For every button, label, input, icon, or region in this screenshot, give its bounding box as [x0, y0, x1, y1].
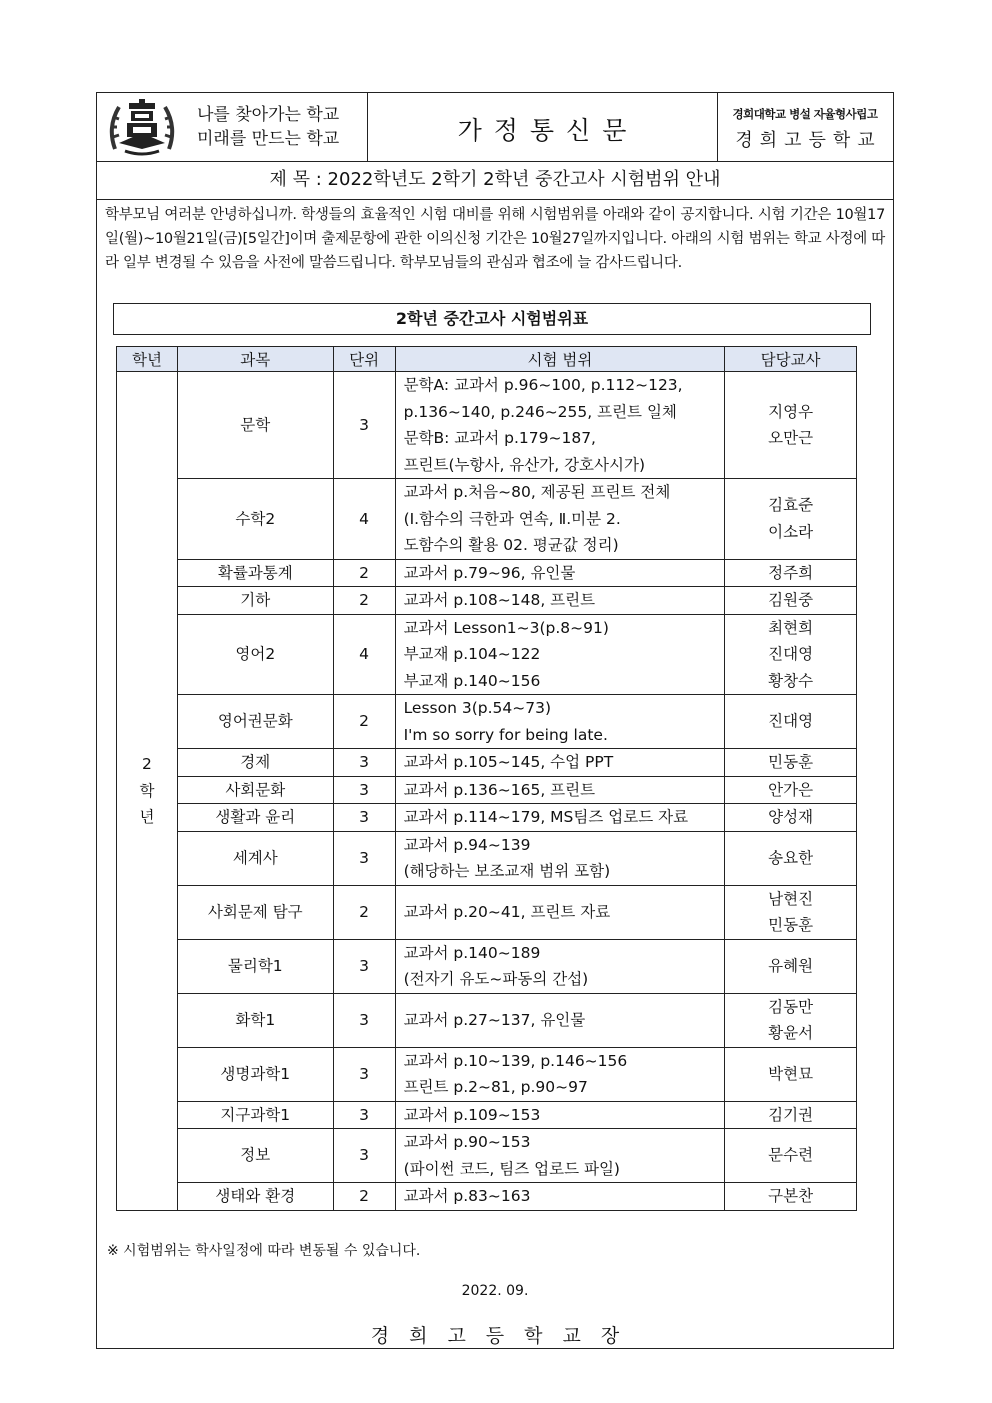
teacher-name: 구본찬	[768, 1187, 814, 1205]
range-line: (전자기 유도~파동의 간섭)	[403, 970, 589, 988]
teacher-name: 남현진	[768, 889, 814, 908]
intro-paragraph: 학부모님 여러분 안녕하십니까. 학생들의 효율적인 시험 대비를 위해 시험범위를 아래와 같이 공지합니다. 시험 기간은 10월17일(월)~10월21일(금)[5일간]이며 출제문항에 관한 이의신청 기간은 10월27일까지입니다. 아래의 시험 범위는 학교 사정에 따라 일부 변경될 수 있음을 사전에 말씀드립니다. 학부모님들의 관심과 협조에 늘 감사드립니다.	[105, 207, 885, 271]
units-cell: 2	[333, 695, 395, 749]
school-name: 경희고등학교	[735, 130, 882, 151]
range-line: 프린트(누항사, 유산가, 강호사시가)	[403, 455, 645, 474]
col-header-grade: 학년	[117, 347, 178, 372]
motto-line-2: 미래를 만드는 학교	[197, 129, 340, 149]
teacher-name: 황윤서	[768, 1024, 814, 1042]
range-line: 도함수의 활용 02. 평균값 정리)	[403, 536, 619, 554]
teacher-name: 김동만	[768, 997, 814, 1016]
range-cell	[395, 831, 725, 885]
range-cell	[395, 1129, 725, 1183]
units-cell: 3	[333, 939, 395, 993]
teacher-name: 지영우	[768, 402, 814, 421]
range-line: 교과서 p.109~153	[403, 1105, 541, 1124]
units-cell: 2	[333, 587, 395, 615]
range-line: 교과서 p.10~139, p.146~156	[403, 1051, 628, 1070]
teacher-name: 박현묘	[768, 1064, 814, 1083]
range-line: 문학A: 교과서 p.96~100, p.112~123,	[403, 376, 683, 394]
teacher-cell	[725, 587, 857, 615]
range-cell	[395, 372, 725, 479]
units-cell: 3	[333, 804, 395, 832]
table-row	[117, 695, 857, 749]
range-line: 교과서 p.105~145, 수업 PPT	[403, 753, 614, 771]
table-row	[117, 372, 857, 479]
teacher-name: 김효준	[768, 496, 814, 515]
range-line: (Ⅰ.함수의 극한과 연속, Ⅱ.미분 2.	[403, 509, 621, 528]
table-header-row	[117, 347, 857, 372]
exam-range-table	[116, 346, 857, 1211]
subject-cell: 생태와 환경	[177, 1183, 333, 1211]
teacher-cell	[725, 614, 857, 695]
table-row	[117, 1101, 857, 1129]
table-row	[117, 939, 857, 993]
range-line: 교과서 p.79~96, 유인물	[403, 563, 576, 582]
subject-cell: 지구과학1	[177, 1101, 333, 1129]
subject-cell: 경제	[177, 749, 333, 777]
table-row	[117, 559, 857, 587]
units-cell: 2	[333, 1183, 395, 1211]
range-cell	[395, 1101, 725, 1129]
range-cell	[395, 885, 725, 939]
table-row	[117, 587, 857, 615]
teacher-cell	[725, 1183, 857, 1211]
range-line: I'm so sorry for being late.	[403, 725, 608, 744]
table-row	[117, 776, 857, 804]
teacher-cell	[725, 831, 857, 885]
teacher-cell	[725, 993, 857, 1047]
teacher-name: 오만근	[768, 429, 814, 447]
units-cell: 3	[333, 776, 395, 804]
col-header-subject: 과목	[177, 347, 333, 372]
teacher-cell	[725, 372, 857, 479]
subject-cell: 정보	[177, 1129, 333, 1183]
subject-cell: 수학2	[177, 479, 333, 560]
range-line: 교과서 p.83~163	[403, 1187, 531, 1205]
teacher-cell	[725, 695, 857, 749]
range-line: Lesson 3(p.54~73)	[403, 699, 552, 717]
notice-subject: 제 목 : 2022학년도 2학기 2학년 중간고사 시험범위 안내	[97, 161, 893, 200]
range-line: (파이썬 코드, 팀즈 업로드 파일)	[403, 1159, 620, 1178]
range-cell	[395, 804, 725, 832]
range-line: 프린트 p.2~81, p.90~97	[403, 1078, 588, 1096]
document-title: 가정통신문	[457, 116, 639, 145]
teacher-name: 진대영	[768, 712, 814, 731]
range-cell	[395, 939, 725, 993]
teacher-cell	[725, 776, 857, 804]
header	[97, 93, 893, 162]
range-line: 교과서 p.136~165, 프린트	[403, 780, 596, 799]
table-body	[117, 372, 857, 1211]
header-logo-cell	[97, 93, 368, 161]
subject-cell: 영어2	[177, 614, 333, 695]
table-row	[117, 993, 857, 1047]
units-cell: 4	[333, 614, 395, 695]
table-row	[117, 1129, 857, 1183]
header-school-cell	[717, 93, 893, 161]
table-row	[117, 479, 857, 560]
teacher-name: 민동훈	[768, 753, 814, 771]
range-line: 문학B: 교과서 p.179~187,	[403, 429, 596, 447]
units-cell: 2	[333, 885, 395, 939]
range-line: 교과서 p.94~139	[403, 835, 531, 854]
table-row	[117, 614, 857, 695]
subject-cell: 화학1	[177, 993, 333, 1047]
table-row	[117, 1183, 857, 1211]
range-line: 교과서 p.108~148, 프린트	[403, 591, 596, 609]
units-cell: 3	[333, 1101, 395, 1129]
teacher-name: 김기권	[768, 1105, 814, 1124]
teacher-name: 최현희	[768, 618, 814, 637]
range-cell	[395, 479, 725, 560]
range-cell	[395, 776, 725, 804]
principal-signature: 경희고등학교장	[370, 1325, 640, 1347]
issue-date: 2022. 09.	[461, 1283, 529, 1299]
subject-cell: 영어권문화	[177, 695, 333, 749]
table-row	[117, 831, 857, 885]
range-cell	[395, 587, 725, 615]
range-line: 교과서 p.90~153	[403, 1133, 531, 1151]
teacher-cell	[725, 1129, 857, 1183]
units-cell: 4	[333, 479, 395, 560]
range-cell	[395, 1047, 725, 1101]
footnote: ※ 시험범위는 학사일정에 따라 변동될 수 있습니다.	[107, 1243, 421, 1259]
header-title-cell	[367, 93, 718, 161]
subject-cell: 기하	[177, 587, 333, 615]
teacher-name: 양성재	[768, 808, 814, 826]
table-row	[117, 885, 857, 939]
range-line: 교과서 Lesson1~3(p.8~91)	[403, 618, 609, 637]
range-cell	[395, 1183, 725, 1211]
teacher-name: 황창수	[768, 671, 814, 690]
grade-cell	[117, 372, 178, 1211]
range-line: 교과서 p.27~137, 유인물	[403, 1010, 586, 1029]
teacher-cell	[725, 479, 857, 560]
grade-label-char: 학	[139, 781, 155, 800]
col-header-range: 시험 범위	[395, 347, 725, 372]
units-cell: 3	[333, 749, 395, 777]
range-cell	[395, 559, 725, 587]
motto-line-1: 나를 찾아가는 학교	[197, 105, 340, 125]
subject-cell: 문학	[177, 372, 333, 479]
teacher-name: 민동훈	[768, 916, 814, 934]
subject-cell: 세계사	[177, 831, 333, 885]
subject-cell: 생활과 윤리	[177, 804, 333, 832]
teacher-cell	[725, 1101, 857, 1129]
teacher-name: 진대영	[768, 645, 814, 663]
notice-frame	[96, 92, 894, 1349]
table-row	[117, 804, 857, 832]
grade-label-char: 2	[142, 755, 152, 773]
range-line: 교과서 p.140~189	[403, 943, 541, 962]
range-line: 교과서 p.114~179, MS팀즈 업로드 자료	[403, 808, 689, 826]
school-motto	[197, 103, 339, 151]
teacher-name: 송요한	[768, 848, 814, 867]
units-cell: 3	[333, 1129, 395, 1183]
teacher-cell	[725, 939, 857, 993]
col-header-teacher: 담당교사	[725, 347, 857, 372]
subject-cell: 물리학1	[177, 939, 333, 993]
units-cell: 3	[333, 372, 395, 479]
teacher-name: 문수련	[768, 1146, 814, 1165]
grade-label-char: 년	[139, 808, 155, 826]
teacher-name: 유혜원	[768, 956, 814, 975]
table-row	[117, 1047, 857, 1101]
units-cell: 3	[333, 1047, 395, 1101]
range-cell	[395, 614, 725, 695]
units-cell: 3	[333, 993, 395, 1047]
range-line: (해당하는 보조교재 범위 포함)	[403, 862, 611, 880]
teacher-name: 안가은	[768, 780, 814, 799]
range-line: 교과서 p.20~41, 프린트 자료	[403, 902, 611, 921]
table-row	[117, 749, 857, 777]
teacher-name: 정주희	[768, 563, 814, 582]
subject-cell: 확률과통계	[177, 559, 333, 587]
teacher-cell	[725, 559, 857, 587]
teacher-name: 이소라	[768, 522, 814, 541]
school-emblem-icon	[105, 97, 179, 157]
range-line: p.136~140, p.246~255, 프린트 일체	[403, 402, 677, 421]
teacher-cell	[725, 804, 857, 832]
table-title: 2학년 중간고사 시험범위표	[113, 303, 871, 335]
subject-cell: 사회문제 탐구	[177, 885, 333, 939]
teacher-name: 김원중	[768, 591, 814, 609]
teacher-cell	[725, 885, 857, 939]
units-cell: 2	[333, 559, 395, 587]
school-subtitle: 경희대학교 병설 자율형사립고	[732, 107, 878, 121]
col-header-units: 단위	[333, 347, 395, 372]
range-cell	[395, 695, 725, 749]
teacher-cell	[725, 1047, 857, 1101]
range-cell	[395, 749, 725, 777]
teacher-cell	[725, 749, 857, 777]
subject-cell: 사회문화	[177, 776, 333, 804]
range-line: 교과서 p.처음~80, 제공된 프린트 전체	[403, 483, 671, 501]
range-line: 부교재 p.104~122	[403, 645, 541, 663]
range-cell	[395, 993, 725, 1047]
subject-cell: 생명과학1	[177, 1047, 333, 1101]
range-line: 부교재 p.140~156	[403, 671, 541, 690]
units-cell: 3	[333, 831, 395, 885]
